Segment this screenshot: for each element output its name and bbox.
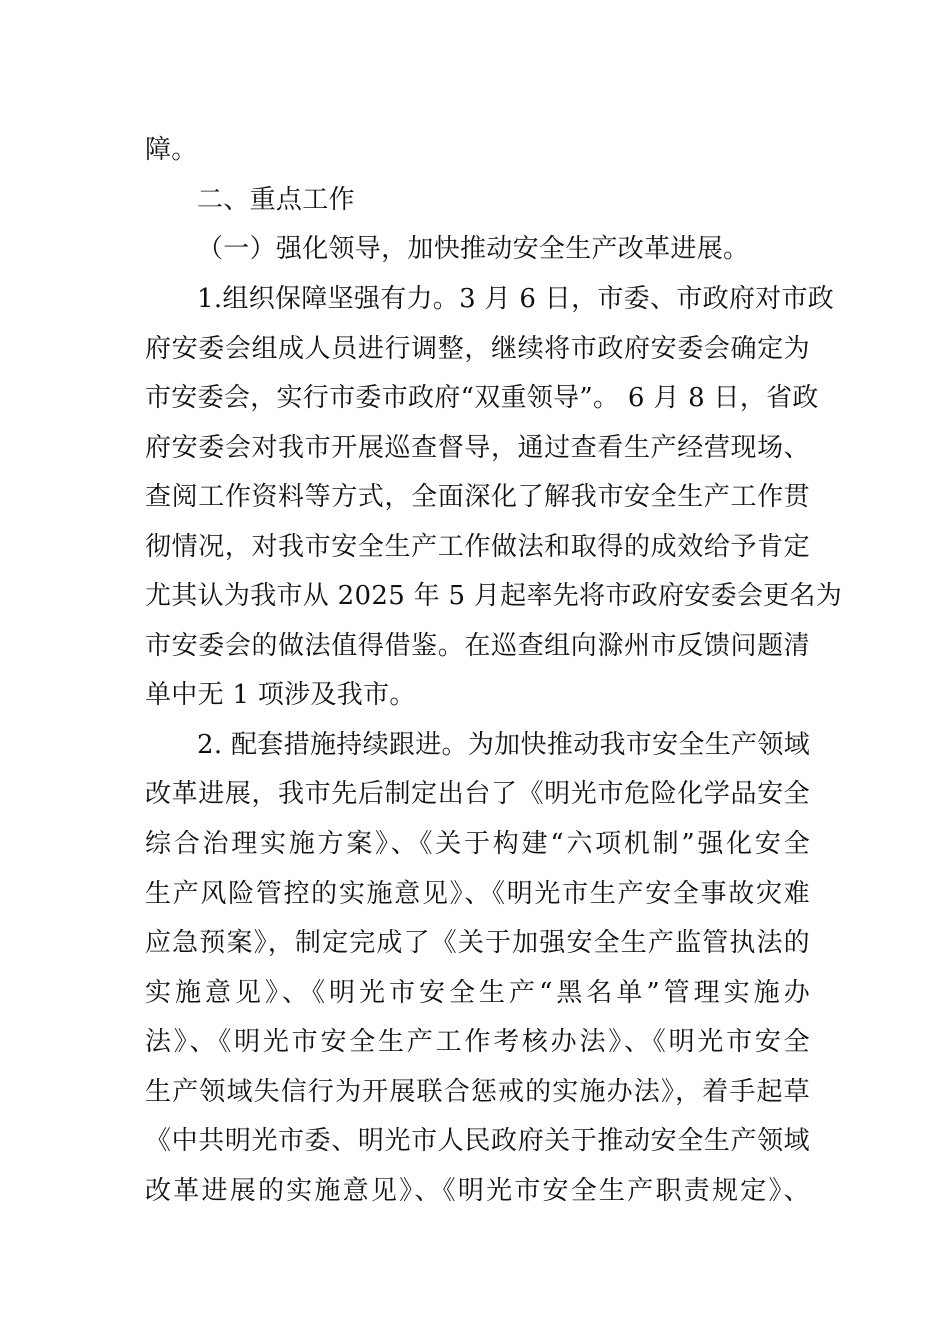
- paragraph-line: 尤其认为我市从 2025 年 5 月起率先将市政府安委会更名为: [145, 581, 843, 611]
- paragraph-line: 应急预案》，制定完成了《关于加强安全生产监管执法的: [145, 928, 810, 958]
- section-heading: 二、重点工作: [197, 185, 355, 215]
- paragraph-line: 实施意见》、《明光市安全生产“黑名单”管理实施办: [145, 978, 810, 1008]
- paragraph-line: 府安委会组成人员进行调整，继续将市政府安委会确定为: [145, 334, 810, 364]
- paragraph-line: 查阅工作资料等方式，全面深化了解我市安全生产工作贯: [145, 482, 810, 512]
- paragraph-line: 生产风险管控的实施意见》、《明光市生产安全事故灾难: [145, 879, 810, 909]
- paragraph-line: 《中共明光市委、明光市人民政府关于推动安全生产领域: [145, 1126, 810, 1156]
- paragraph-line: 综合治理实施方案》、《关于构建“六项机制”强化安全: [145, 829, 810, 859]
- paragraph-line: 1.组织保障坚强有力。3 月 6 日，市委、市政府对市政: [197, 284, 835, 314]
- subsection-heading: （一）强化领导，加快推动安全生产改革进展。: [197, 234, 750, 264]
- paragraph-line: 彻情况，对我市安全生产工作做法和取得的成效给予肯定: [145, 532, 810, 562]
- paragraph-line: 单中无 1 项涉及我市。: [145, 680, 416, 710]
- paragraph-line-continuation: 障。: [145, 135, 198, 165]
- paragraph-line: 市安委会的做法值得借鉴。在巡查组向滁州市反馈问题清: [145, 631, 810, 661]
- paragraph-line: 生产领域失信行为开展联合惩戒的实施办法》，着手起草: [145, 1077, 810, 1107]
- paragraph-line: 改革进展的实施意见》、《明光市安全生产职责规定》、: [145, 1176, 810, 1206]
- paragraph-line: 府安委会对我市开展巡查督导，通过查看生产经营现场、: [145, 433, 810, 463]
- paragraph-line: 改革进展，我市先后制定出台了《明光市危险化学品安全: [145, 779, 810, 809]
- paragraph-line: 法》、《明光市安全生产工作考核办法》、《明光市安全: [145, 1027, 810, 1057]
- paragraph-line: 2. 配套措施持续跟进。为加快推动我市安全生产领域: [197, 730, 810, 760]
- paragraph-line: 市安委会，实行市委市政府“双重领导”。 6 月 8 日，省政: [145, 383, 819, 413]
